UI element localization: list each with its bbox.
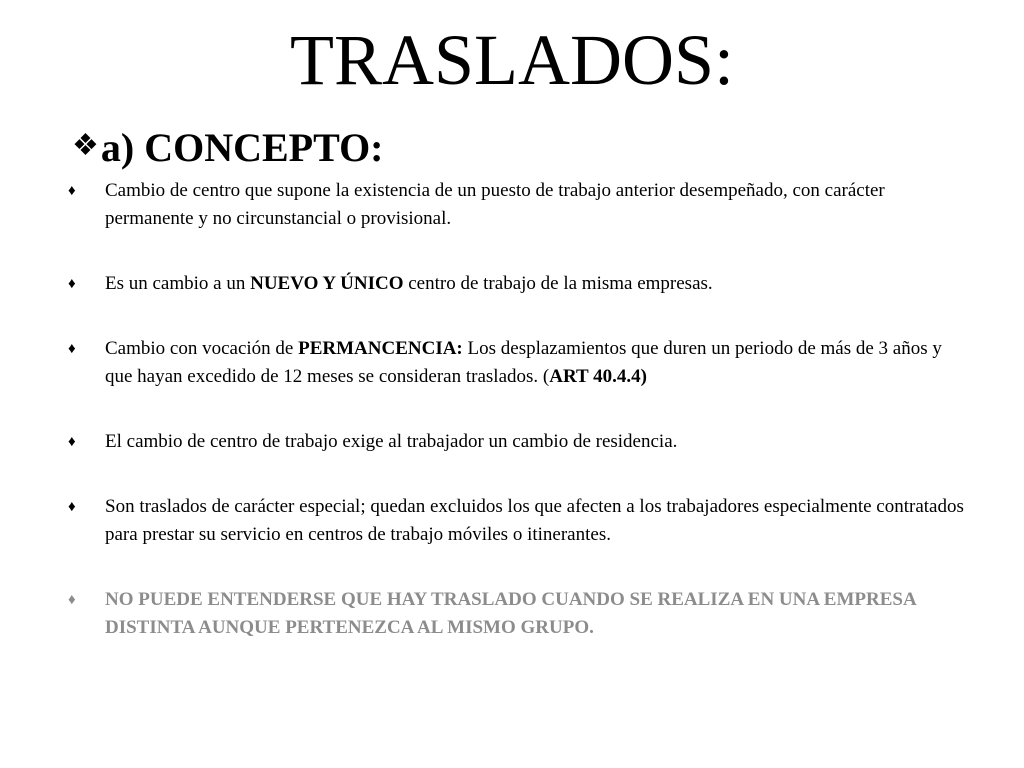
- bullet-text: Cambio de centro que supone la existencia de un puesto de trabajo anterior desempeñado, con carácter permanente y no circunstancial o provisional.: [105, 180, 885, 229]
- bullet-item-residence: [0, 428, 1024, 456]
- bullet-text: Son traslados de carácter especial; quedan excluidos los que afecten a los trabajadores especialmente contratados para prestar su servicio en centros de trabajo móviles o itinerantes.: [105, 496, 964, 545]
- bullet-item-note: [0, 586, 1024, 642]
- bullet-emphasis: NUEVO Y ÚNICO: [250, 273, 404, 294]
- bullet-emphasis: PERMANCENCIA:: [298, 338, 463, 359]
- bullet-text: Es un cambio a un: [105, 273, 251, 294]
- bullet-diamond-icon: ♦: [68, 276, 76, 292]
- bullet-text: Los desplazamientos que duren un periodo de más de 3 años y que hayan excedido de 12 meses se consideran traslados. (: [105, 338, 942, 387]
- section-heading-label: a) CONCEPTO:: [100, 125, 384, 170]
- bullet-diamond-icon: ♦: [68, 592, 76, 608]
- bullet-item-new-unique: [0, 270, 1024, 298]
- bullet-diamond-icon: ♦: [68, 183, 76, 199]
- bullet-article-reference: ART 40.4.4): [549, 366, 647, 387]
- bullet-list: [0, 177, 1024, 679]
- bullet-diamond-icon: ♦: [68, 341, 76, 357]
- diamond-ornament-icon: ❖: [72, 129, 99, 162]
- bullet-text: NO PUEDE ENTENDERSE QUE HAY TRASLADO CUANDO SE REALIZA EN UNA EMPRESA DISTINTA AUNQUE PERTENEZCA AL MISMO GRUPO.: [105, 589, 916, 638]
- bullet-item-permanence: [0, 335, 1024, 391]
- slide-title: TRASLADOS:: [289, 20, 735, 100]
- bullet-text: Cambio con vocación de: [105, 338, 299, 359]
- bullet-diamond-icon: ♦: [68, 434, 76, 450]
- bullet-text: El cambio de centro de trabajo exige al trabajador un cambio de residencia.: [105, 431, 678, 452]
- bullet-text: centro de trabajo de la misma empresas.: [403, 273, 713, 294]
- bullet-item-definition: [0, 177, 1024, 233]
- bullet-diamond-icon: ♦: [68, 499, 76, 515]
- bullet-item-special: [0, 493, 1024, 549]
- section-heading: [72, 124, 384, 172]
